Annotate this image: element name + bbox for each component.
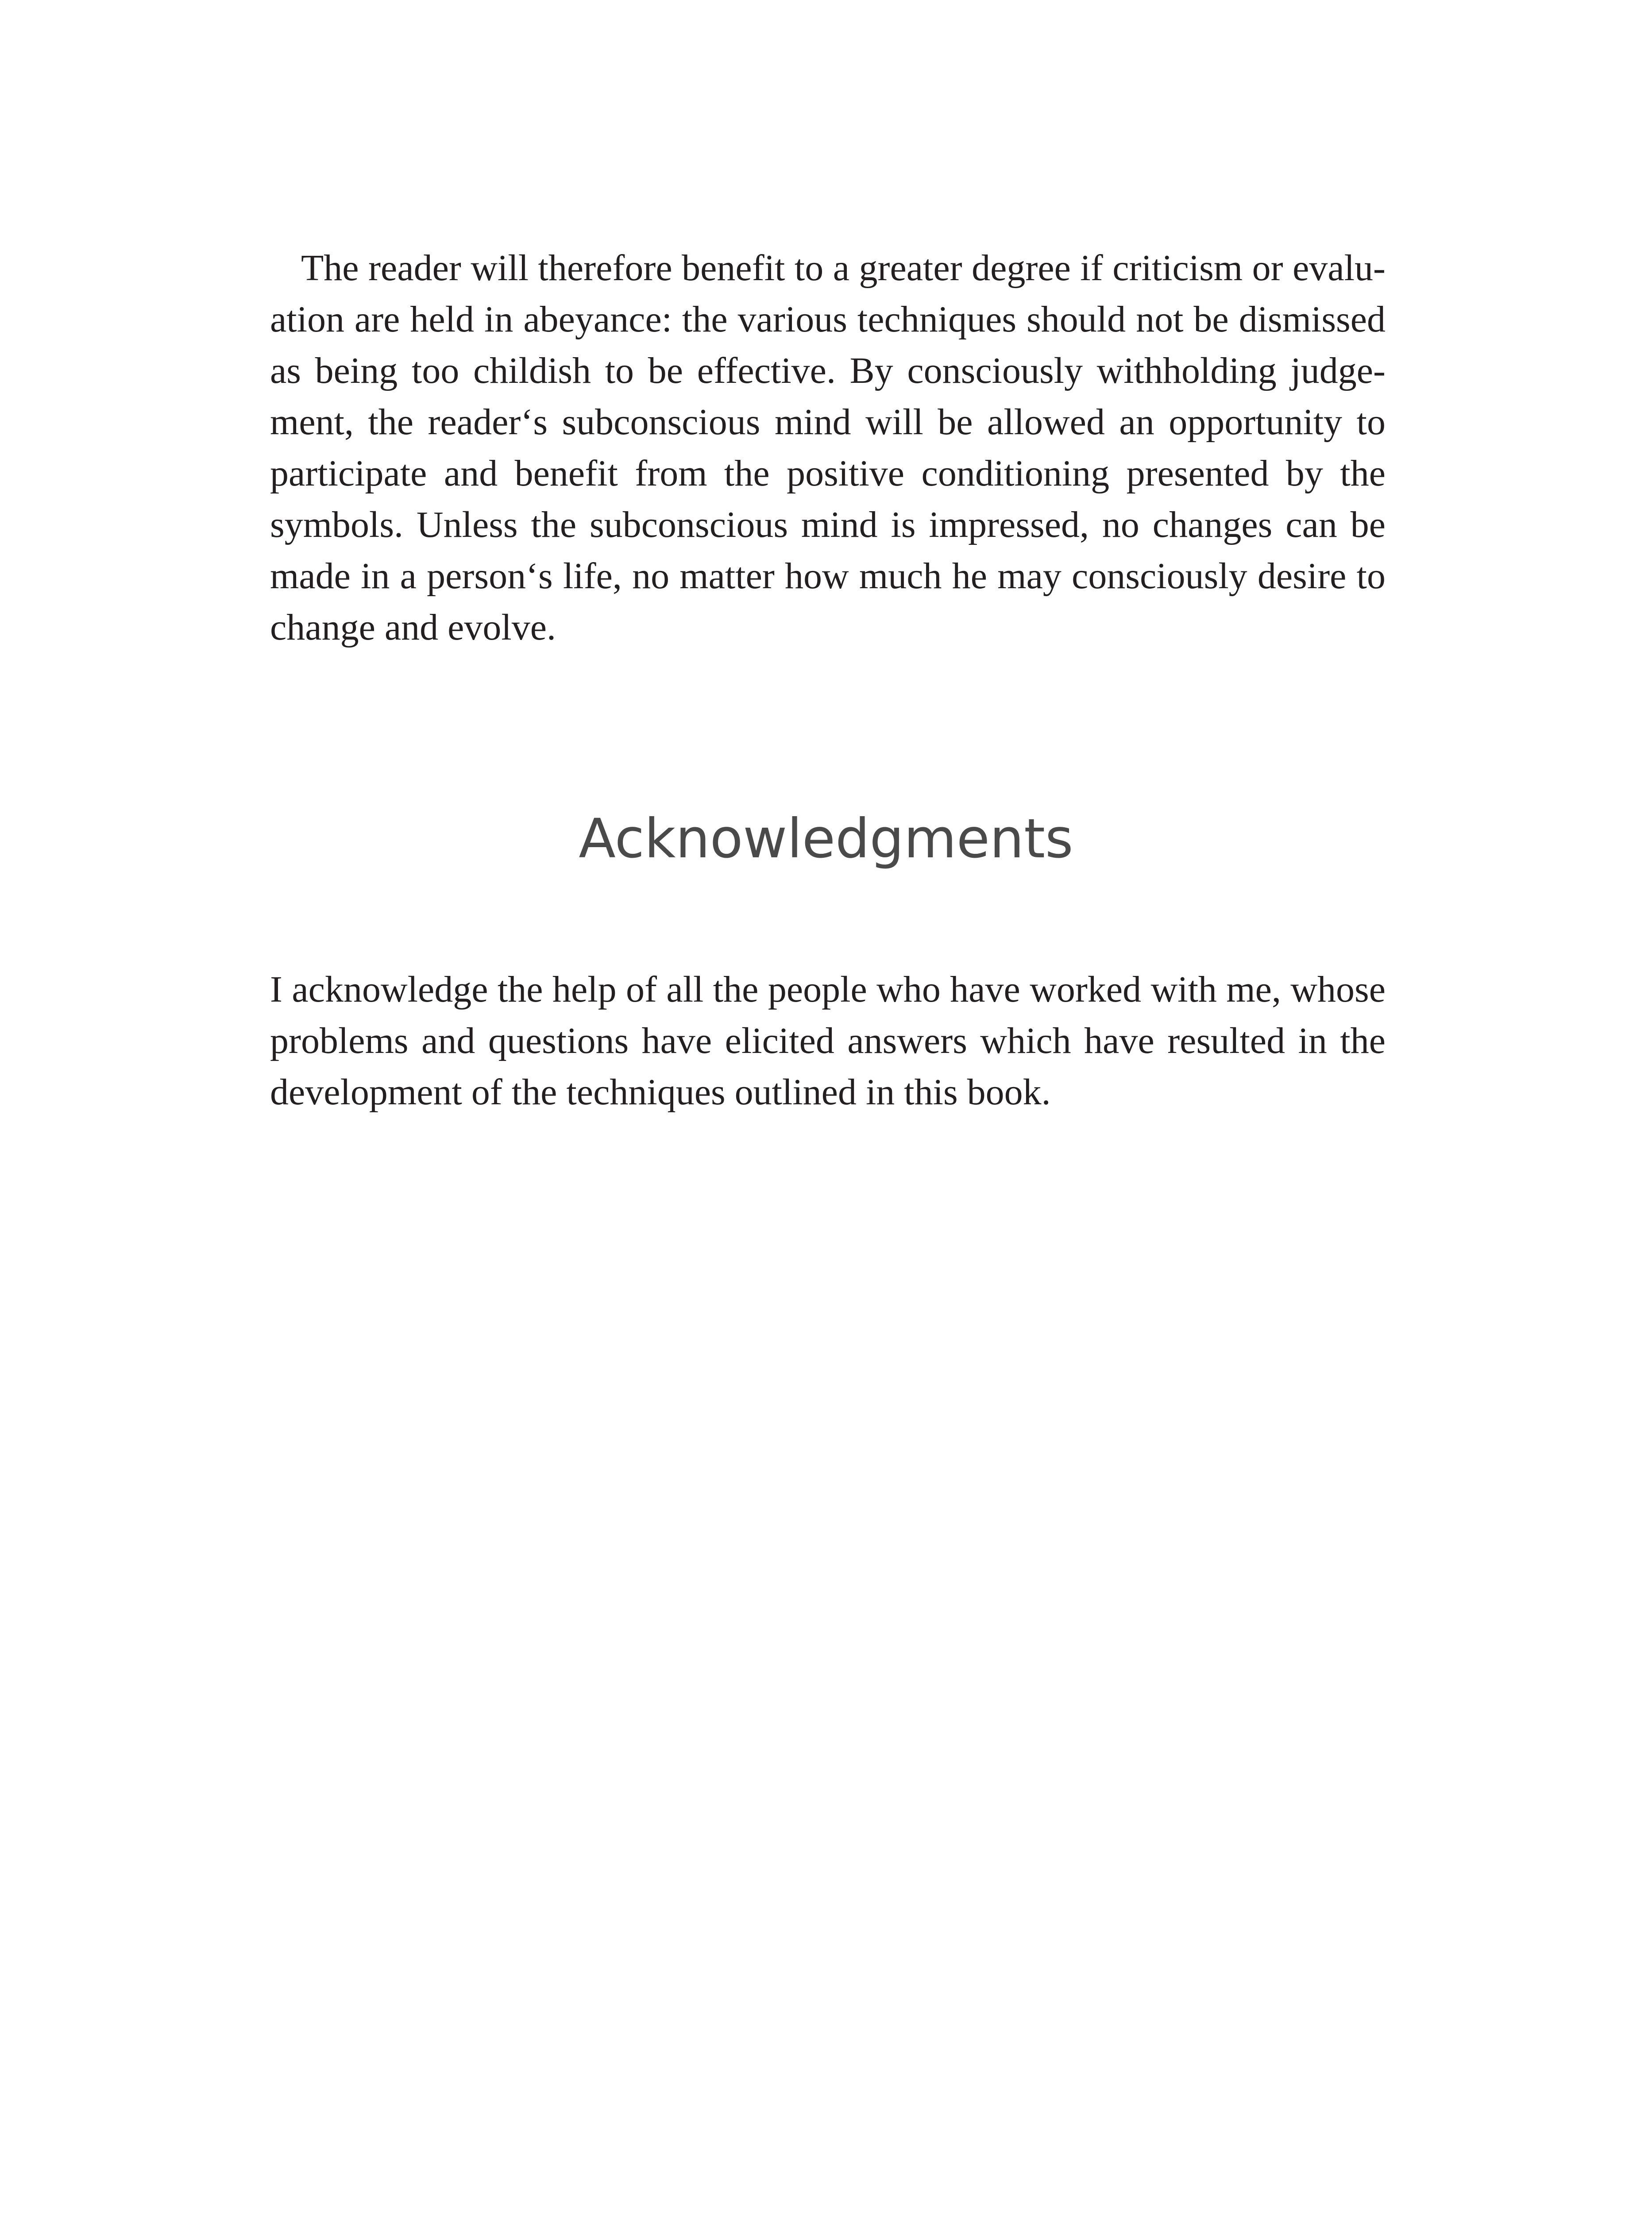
acknowledgments-paragraph: I acknowledge the help of all the people who have worked with me, whose problems and questions have elicited answers which have resulted in the development of the techniques outlined in this book. [270, 969, 1386, 1113]
intro-paragraph: The reader will therefore benefit to a greater degree if criticism or evaluation are held in abeyance: the various techniques should not be dismissed as being too childish to be effective. By consciously withholding judgement, the reader‘s subconscious mind will be allowed an opportunity to participate and benefit from the positive conditioning presented by the symbols. Unless the subconscious mind is impressed, no changes can be made in a person‘s life, no matter how much he may consciously desire to change and evolve. [270, 247, 1386, 648]
section-heading-acknowledgments: Acknowledgments [579, 807, 1073, 870]
